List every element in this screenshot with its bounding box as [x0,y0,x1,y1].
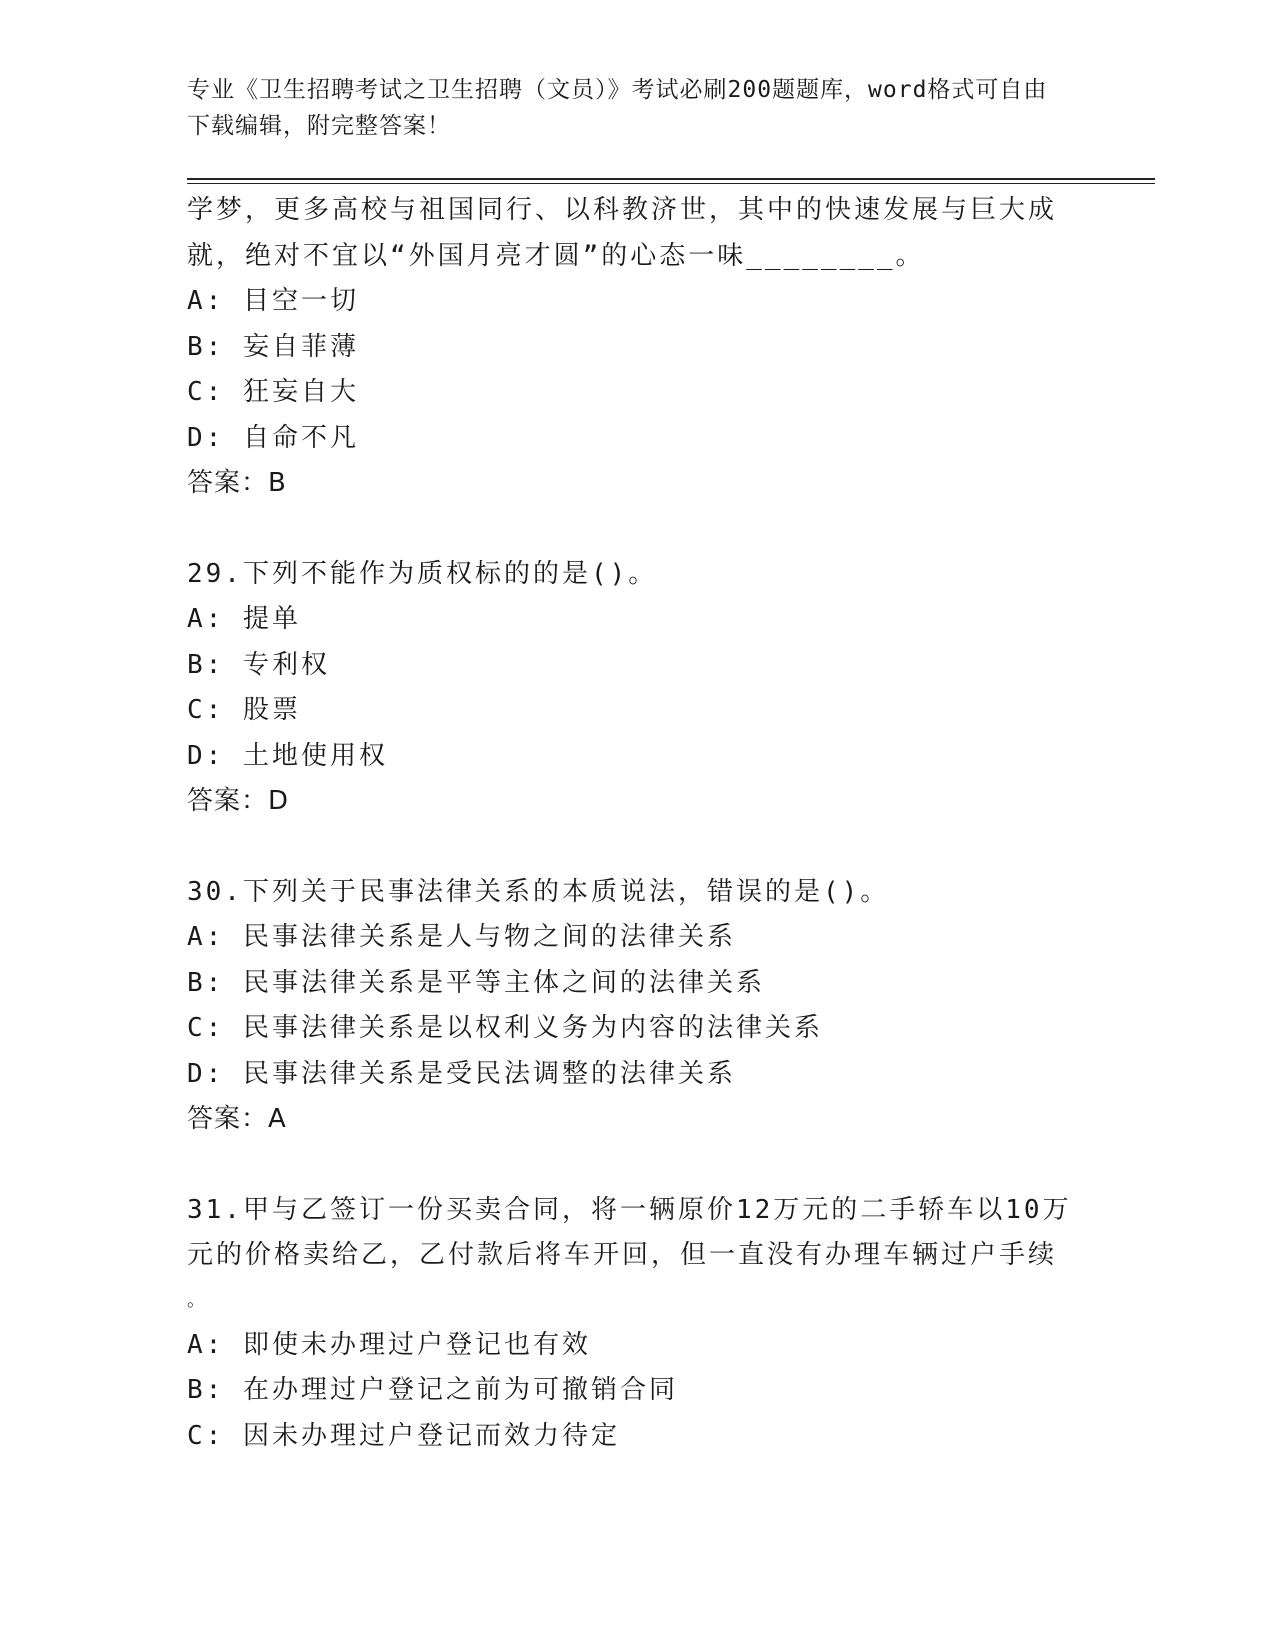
option-a: A: 民事法律关系是人与物之间的法律关系 [187,922,736,952]
question-stem-line: 元的价格卖给乙，乙付款后将车开回，但一直没有办理车辆过户手续 [187,1240,1058,1270]
answer-label: 答案：A [187,1104,287,1134]
option-a: A: 目空一切 [187,286,359,316]
header-divider-thin [187,183,1155,184]
question-30 [187,870,1087,1143]
answer-label: 答案：D [187,786,290,816]
option-d: D: 土地使用权 [187,740,388,771]
option-c: C: 民事法律关系是以权利义务为内容的法律关系 [187,1013,823,1043]
spacer [187,1143,1087,1188]
spacer [187,825,1087,870]
question-31 [187,1188,1087,1460]
option-b: B: 民事法律关系是平等主体之间的法律关系 [187,967,765,998]
document-body [187,188,1087,1459]
option-d: D: 自命不凡 [187,422,359,453]
question-29 [187,552,1087,825]
question-continuation [187,188,1087,507]
question-stem: 30.下列关于民事法律关系的本质说法，错误的是()。 [187,876,890,907]
option-b: B: 在办理过户登记之前为可撤销合同 [187,1375,678,1405]
question-stem: 29.下列不能作为质权标的的是()。 [187,558,658,589]
option-c: C: 狂妄自大 [187,377,359,407]
option-c: C: 股票 [187,695,301,725]
question-stem-line: 。 [187,1289,208,1311]
header-divider-thick [187,178,1155,180]
option-b: B: 专利权 [187,649,330,680]
question-stem-line: 31.甲与乙签订一份买卖合同，将一辆原价12万元的二手轿车以10万 [187,1194,1072,1225]
option-a: A: 提单 [187,604,301,634]
spacer [187,507,1087,552]
option-c: C: 因未办理过户登记而效力待定 [187,1420,620,1451]
answer-label: 答案：B [187,468,287,498]
option-d: D: 民事法律关系是受民法调整的法律关系 [187,1058,736,1089]
option-b: B: 妄自菲薄 [187,331,359,362]
question-stem-line: 学梦，更多高校与祖国同行、以科教济世，其中的快速发展与巨大成 [187,195,1058,225]
question-stem-line: 就，绝对不宜以“外国月亮才圆”的心态一味________。 [187,240,925,271]
document-header: 专业《卫生招聘考试之卫生招聘（文员）》考试必刷200题题库，word格式可自由下载编辑，附完整答案！ [187,77,1048,139]
option-a: A: 即使未办理过户登记也有效 [187,1329,591,1360]
